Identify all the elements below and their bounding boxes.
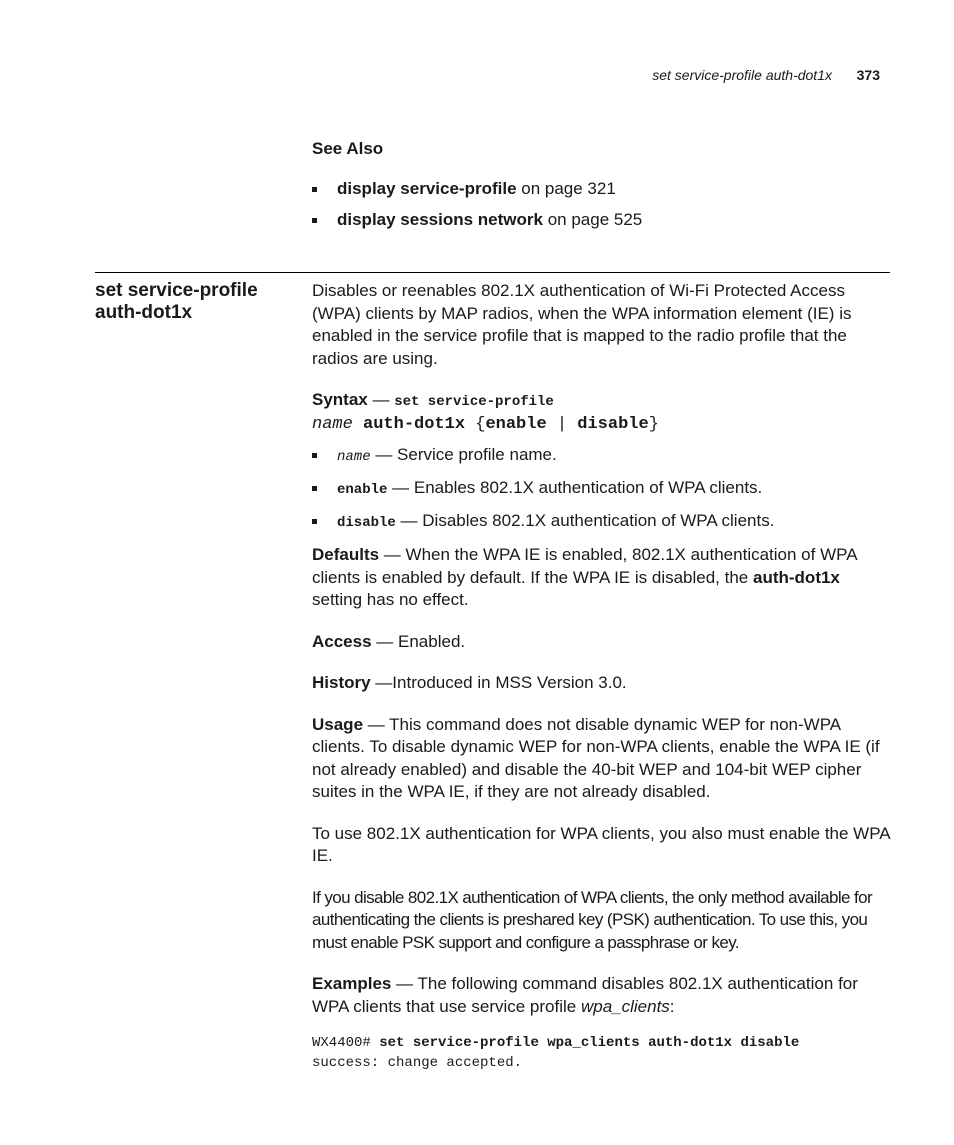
syntax-dash: — — [367, 390, 395, 409]
defaults-text-end: setting has no effect. — [312, 590, 469, 609]
history-paragraph — [312, 672, 890, 695]
see-also-list — [312, 178, 890, 231]
section-body — [312, 280, 890, 1073]
syntax-pipe: | — [556, 414, 568, 434]
parameter-item — [312, 510, 890, 534]
see-also-heading: See Also — [312, 139, 384, 158]
examples-paragraph — [312, 973, 890, 1018]
access-text: — Enabled. — [371, 631, 466, 651]
examples-text-end: : — [669, 996, 675, 1016]
examples-term: wpa_clients — [580, 996, 670, 1016]
usage-paragraph-2: To use 802.1X authentication for WPA clients, you also must enable the WPA IE. — [312, 823, 890, 865]
parameter-desc: — Enables 802.1X authentication of WPA clients. — [387, 478, 763, 497]
defaults-label: Defaults — [312, 545, 380, 564]
section-title — [95, 280, 295, 324]
description: Disables or reenables 802.1X authentication of Wi-Fi Protected Access (WPA) clients by MAP radios, when the WPA information element (IE) is enabled in the service profile that is mapped to the radio profile that the radios are using. — [312, 281, 852, 368]
defaults-term: auth-dot1x — [753, 567, 840, 587]
see-also-link[interactable]: display sessions network — [337, 210, 543, 229]
examples-text: — The following command disables 802.1X authentication for WPA clients that use service profile — [312, 974, 858, 1016]
see-also-page-ref: on page 525 — [542, 210, 643, 229]
example-output: success: change accepted. — [312, 1055, 523, 1071]
access-label: Access — [312, 631, 372, 651]
section-title-line: auth-dot1x — [95, 302, 193, 323]
parameter-item — [312, 444, 890, 468]
history-text: —Introduced in MSS Version 3.0. — [370, 673, 627, 692]
see-also-page-ref: on page 321 — [516, 179, 616, 198]
parameter-term: name — [337, 449, 371, 465]
history-label: History — [312, 673, 371, 692]
running-header — [0, 67, 880, 87]
section-divider — [95, 272, 890, 273]
page-number: 373 — [856, 67, 880, 83]
section-title-line: set service-profile — [95, 280, 258, 301]
header-title: set service-profile auth-dot1x — [652, 67, 832, 83]
syntax-brace: } — [648, 414, 659, 434]
example-prompt: WX4400# — [312, 1035, 380, 1051]
see-also-item — [312, 178, 890, 200]
parameter-term: enable — [337, 482, 388, 498]
syntax-arg-name: name — [312, 414, 353, 434]
syntax-keyword: auth-dot1x — [363, 414, 466, 434]
syntax-arguments — [312, 414, 890, 437]
access-paragraph — [312, 631, 890, 654]
syntax-brace: { — [475, 414, 486, 434]
parameter-desc: — Service profile name. — [370, 445, 557, 464]
usage-label: Usage — [312, 714, 364, 734]
see-also-section — [312, 139, 890, 240]
examples-label: Examples — [312, 974, 392, 993]
example-command-line — [312, 1033, 890, 1053]
syntax-command: set service-profile — [394, 394, 554, 410]
usage-text: — This command does not disable dynamic WEP for non-WPA clients. To disable dynamic WEP for non-WPA clients, enable the WPA IE (if not already enabled) and disable the 40-bit WEP and 104-bit WEP cipher suites in the WPA IE, if they are not already disabled. — [312, 714, 880, 801]
usage-paragraph — [312, 714, 890, 804]
example-code-block — [312, 1033, 890, 1073]
syntax-paragraph — [312, 389, 890, 414]
see-also-item — [312, 209, 890, 231]
parameter-term: disable — [337, 515, 396, 531]
parameter-list — [312, 444, 890, 534]
parameter-desc: — Disables 802.1X authentication of WPA clients. — [395, 511, 775, 530]
example-command: set service-profile wpa_clients auth-dot1x disable — [379, 1035, 800, 1051]
syntax-option-enable: enable — [485, 414, 547, 434]
syntax-option-disable: disable — [577, 414, 649, 434]
see-also-link[interactable]: display service-profile — [337, 179, 517, 198]
usage-paragraph-3: If you disable 802.1X authentication of WPA clients, the only method available for authenticating the clients is preshared key (PSK) authentication. To use this, you must enable PSK support and configure a passphrase or key. — [312, 887, 873, 952]
parameter-item — [312, 477, 890, 501]
defaults-text: — When the WPA IE is enabled, 802.1X authentication of WPA clients is enabled by default. If the WPA IE is disabled, the — [312, 545, 857, 587]
defaults-paragraph — [312, 544, 890, 612]
syntax-label: Syntax — [312, 390, 368, 409]
